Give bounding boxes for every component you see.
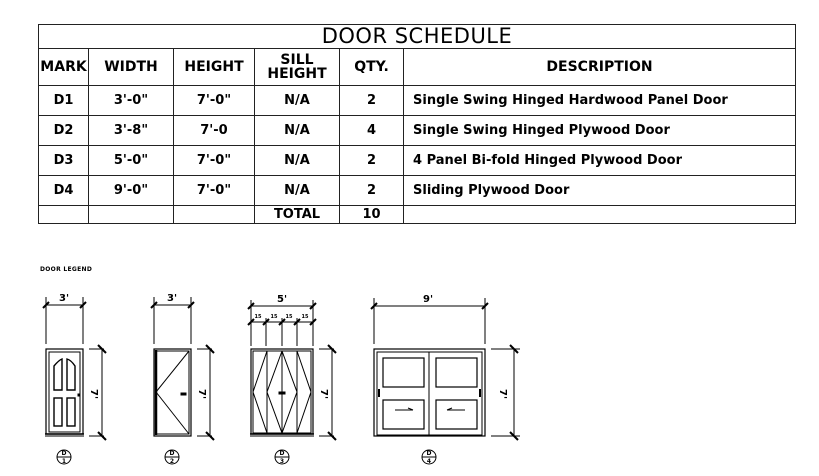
door-d2-elevation bbox=[151, 293, 214, 465]
cell-height: 7'-0 bbox=[174, 116, 255, 146]
svg-text:15: 15 bbox=[254, 314, 262, 320]
svg-text:D: D bbox=[169, 450, 175, 457]
d2-width-dim: 3' bbox=[166, 293, 178, 304]
cell-description: 4 Panel Bi-fold Hinged Plywood Door bbox=[404, 146, 796, 176]
door-d4-elevation bbox=[371, 294, 520, 465]
cell-description: Single Swing Hinged Hardwood Panel Door bbox=[404, 86, 796, 116]
cell-width: 5'-0" bbox=[89, 146, 174, 176]
cell-sill: N/A bbox=[255, 86, 340, 116]
d1-width-dim: 3' bbox=[58, 293, 70, 304]
cell-sill: N/A bbox=[255, 176, 340, 206]
cell-height: 7'-0" bbox=[174, 146, 255, 176]
d3-width-dim: 5' bbox=[276, 294, 288, 305]
header-qty: QTY. bbox=[340, 49, 404, 86]
svg-text:15: 15 bbox=[301, 314, 309, 320]
total-qty: 10 bbox=[340, 206, 404, 224]
cell-qty: 2 bbox=[340, 86, 404, 116]
cell-mark: D3 bbox=[39, 146, 89, 176]
header-height: HEIGHT bbox=[174, 49, 255, 86]
door-legend-label: DOOR LEGEND bbox=[40, 266, 93, 273]
header-description: DESCRIPTION bbox=[404, 49, 796, 86]
svg-text:D: D bbox=[61, 450, 67, 457]
header-mark: MARK bbox=[39, 49, 89, 86]
d2-height-dim: 7' bbox=[196, 389, 207, 400]
cell-width: 9'-0" bbox=[89, 176, 174, 206]
cell-qty: 2 bbox=[340, 176, 404, 206]
cell-height: 7'-0" bbox=[174, 86, 255, 116]
cell-width: 3'-8" bbox=[89, 116, 174, 146]
d4-width-dim: 9' bbox=[422, 294, 434, 305]
svg-text:15: 15 bbox=[270, 314, 278, 320]
schedule-title: DOOR SCHEDULE bbox=[39, 25, 796, 49]
cell-description: Sliding Plywood Door bbox=[404, 176, 796, 206]
cell-mark: D1 bbox=[39, 86, 89, 116]
svg-text:4: 4 bbox=[426, 458, 432, 465]
cell-description: Single Swing Hinged Plywood Door bbox=[404, 116, 796, 146]
door-d3-elevation bbox=[248, 294, 336, 465]
header-sill-line2: HEIGHT bbox=[267, 66, 327, 82]
svg-text:1: 1 bbox=[61, 458, 67, 465]
cell-qty: 2 bbox=[340, 146, 404, 176]
door-d1-elevation bbox=[43, 293, 106, 465]
cell-mark: D2 bbox=[39, 116, 89, 146]
svg-text:3: 3 bbox=[279, 458, 285, 465]
svg-text:15: 15 bbox=[285, 314, 293, 320]
d3-height-dim: 7' bbox=[318, 389, 329, 400]
svg-text:2: 2 bbox=[169, 458, 175, 465]
cell-qty: 4 bbox=[340, 116, 404, 146]
cell-height: 7'-0" bbox=[174, 176, 255, 206]
svg-text:D: D bbox=[279, 450, 285, 457]
svg-text:D: D bbox=[426, 450, 432, 457]
cell-mark: D4 bbox=[39, 176, 89, 206]
header-sill-line1: SILL bbox=[280, 52, 314, 68]
total-label: TOTAL bbox=[255, 206, 340, 224]
d1-height-dim: 7' bbox=[88, 389, 99, 400]
cell-width: 3'-0" bbox=[89, 86, 174, 116]
d4-height-dim: 7' bbox=[497, 389, 508, 400]
header-width: WIDTH bbox=[89, 49, 174, 86]
cell-sill: N/A bbox=[255, 116, 340, 146]
cell-sill: N/A bbox=[255, 146, 340, 176]
